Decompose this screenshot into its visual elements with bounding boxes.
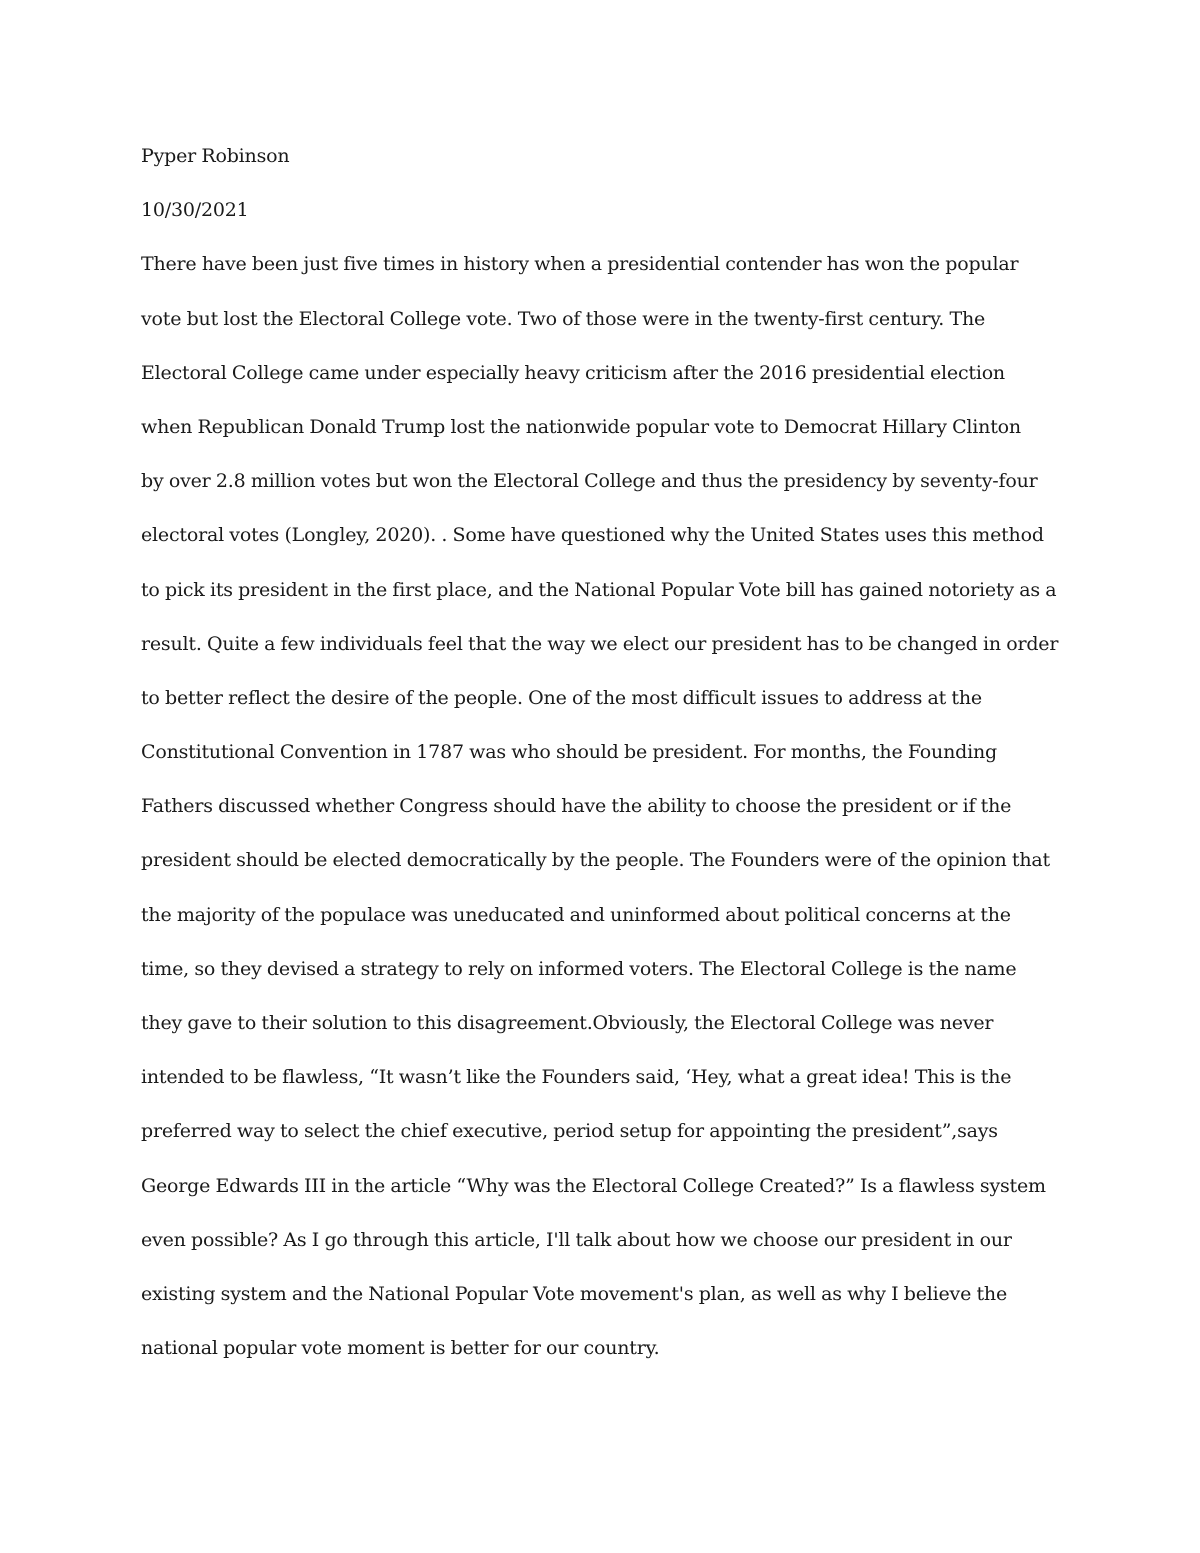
body-line: There have been just five times in history when a presidential contender has won the popular (141, 253, 1019, 276)
body-line: national popular vote moment is better for our country. (141, 1337, 660, 1360)
body-line: the majority of the populace was uneducated and uninformed about political concerns at the (141, 903, 1011, 926)
body-line: vote but lost the Electoral College vote. Two of those were in the twenty-first century. The (141, 307, 986, 330)
author-name: Pyper Robinson (141, 145, 290, 167)
document-text (141, 129, 1071, 1375)
document-date: 10/30/2021 (141, 199, 249, 222)
body-line: time, so they devised a strategy to rely on informed voters. The Electoral College is the name (141, 957, 1017, 980)
body-line: Fathers discussed whether Congress should have the ability to choose the president or if the (141, 795, 1012, 818)
body-line: electoral votes (Longley, 2020). . Some have questioned why the United States uses this method (141, 524, 1044, 547)
body-line: existing system and the National Popular Vote movement's plan, as well as why I believe the (141, 1282, 1007, 1305)
body-line: Constitutional Convention in 1787 was who should be president. For months, the Founding (141, 741, 997, 764)
body-line: intended to be flawless, “It wasn’t like the Founders said, ‘Hey, what a great idea! This is the (141, 1066, 1012, 1089)
body-line: when Republican Donald Trump lost the nationwide popular vote to Democrat Hillary Clinton (141, 415, 1021, 438)
body-line: George Edwards III in the article “Why was the Electoral College Created?” Is a flawless system (141, 1174, 1046, 1197)
body-line: result. Quite a few individuals feel that the way we elect our president has to be changed in order (141, 632, 1059, 655)
body-line: to better reflect the desire of the people. One of the most difficult issues to address at the (141, 686, 982, 709)
body-line: they gave to their solution to this disagreement.Obviously, the Electoral College was never (141, 1012, 994, 1034)
body-line: even possible? As I go through this article, I'll talk about how we choose our president in our (141, 1228, 1012, 1251)
body-line: Electoral College came under especially heavy criticism after the 2016 presidential election (141, 361, 1005, 384)
body-line: preferred way to select the chief executive, period setup for appointing the president”,says (141, 1120, 998, 1143)
body-line: president should be elected democratically by the people. The Founders were of the opinion that (141, 849, 1050, 872)
body-line: by over 2.8 million votes but won the Electoral College and thus the presidency by seventy-four (141, 470, 1038, 493)
body-line: to pick its president in the first place, and the National Popular Vote bill has gained notoriety as a (141, 578, 1057, 601)
